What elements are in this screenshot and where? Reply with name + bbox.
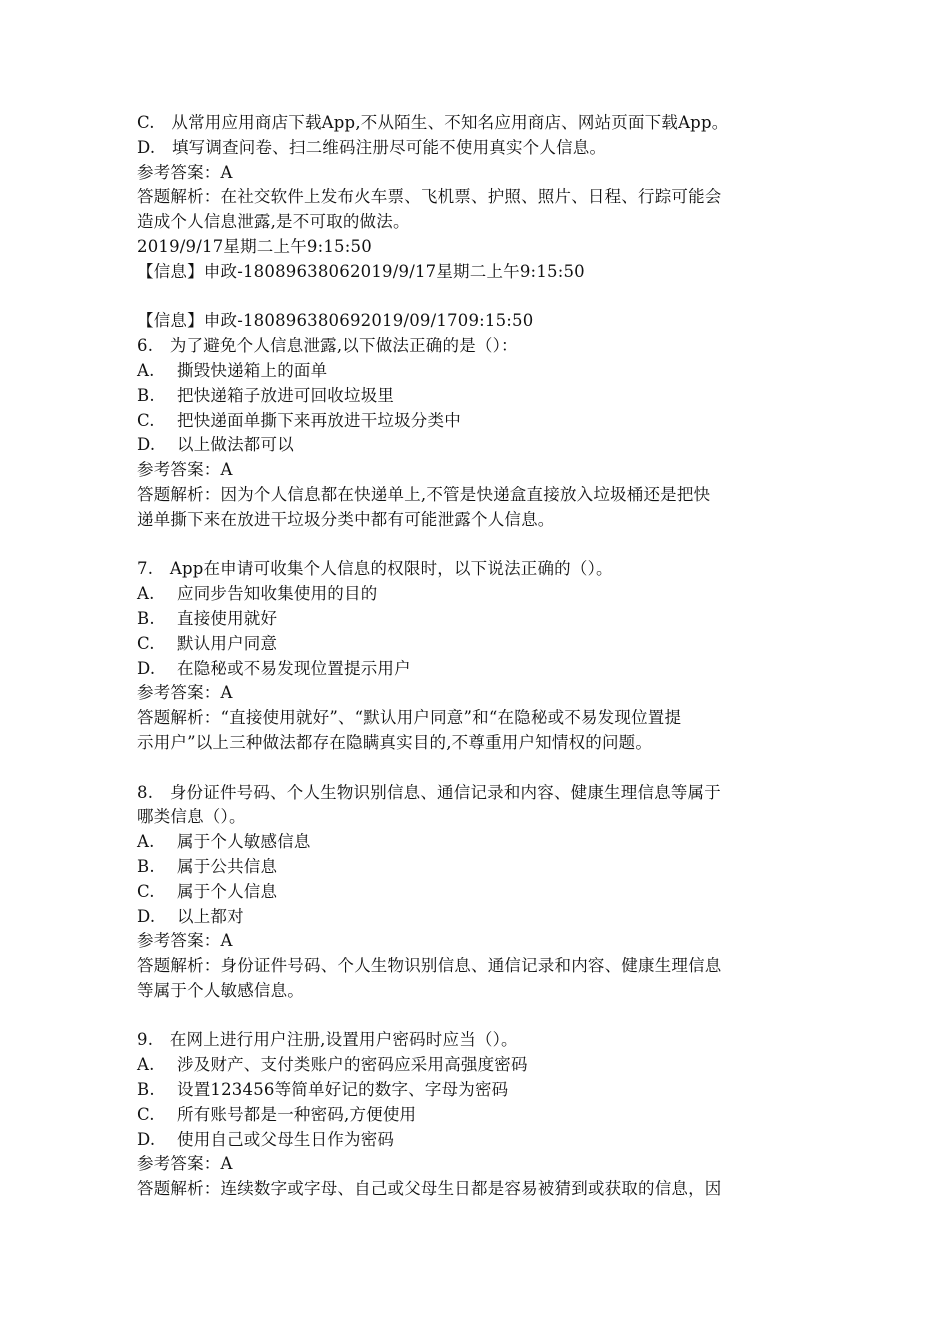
option-text: 使用自己或父母生日作为密码 (177, 1129, 395, 1149)
option-c-q7 (137, 632, 817, 657)
option-key: C. (137, 633, 155, 653)
answer-q6: 参考答案：A (137, 460, 233, 480)
option-c-q9 (137, 1103, 817, 1128)
explanation-q9-line1: 答题解析：连续数字或字母、自己或父母生日都是容易被猜到或获取的信息，因 (137, 1179, 722, 1199)
option-text: 把快递箱子放进可回收垃圾里 (177, 385, 395, 405)
explanation-q5-line2: 造成个人信息泄露,是不可取的做法。 (137, 212, 410, 232)
explanation-q7-line1: 答题解析：“直接使用就好”、“默认用户同意”和“在隐秘或不易发现位置提 (137, 708, 682, 728)
option-key: B. (137, 856, 155, 876)
option-a-q6 (137, 359, 817, 384)
option-c-q6 (137, 409, 817, 434)
message-header-2: 【信息】申政-180896380692019/09/1709:15:50 (137, 311, 534, 331)
blank-line (137, 285, 817, 310)
option-text: 涉及财产、支付类账户的密码应采用高强度密码 (177, 1055, 528, 1075)
option-text: 默认用户同意 (177, 633, 278, 653)
message-header-1: 【信息】申政-18089638062019/9/17星期二上午9:15:50 (137, 261, 585, 281)
blank-line (137, 533, 817, 558)
option-key: C. (137, 410, 155, 430)
option-text: 把快递面单撕下来再放进干垃圾分类中 (177, 410, 461, 430)
option-text: 撕毁快递箱上的面单 (177, 360, 328, 380)
option-a-q8 (137, 830, 817, 855)
option-a-q7 (137, 582, 817, 607)
blank-line (137, 1004, 817, 1029)
option-text: 属于公共信息 (177, 856, 278, 876)
option-c-q5: C. 从常用应用商店下载App,不从陌生、不知名应用商店、网站页面下载App。 (137, 113, 729, 132)
option-text: 应同步告知收集使用的目的 (177, 584, 378, 604)
option-text: 在隐秘或不易发现位置提示用户 (177, 658, 411, 678)
option-key: D. (137, 1129, 156, 1149)
option-b-q8 (137, 855, 817, 880)
answer-q9: 参考答案：A (137, 1154, 233, 1174)
explanation-q7-line2: 示用户”以上三种做法都存在隐瞒真实目的,不尊重用户知情权的问题。 (137, 732, 653, 752)
question-6: 6. 为了避免个人信息泄露,以下做法正确的是（）： (137, 336, 518, 356)
option-b-q6 (137, 384, 817, 409)
explanation-q8-line2: 等属于个人敏感信息。 (137, 980, 304, 1000)
option-text: 以上都对 (177, 906, 244, 926)
option-text: 属于个人敏感信息 (177, 832, 311, 852)
question-8-line2: 哪类信息（）。 (137, 807, 246, 827)
option-key: C. (137, 1104, 155, 1124)
option-d-q8 (137, 905, 817, 930)
timestamp-line: 2019/9/17星期二上午9:15:50 (137, 236, 372, 256)
option-b-q9 (137, 1078, 817, 1103)
option-key: A. (137, 360, 155, 380)
option-text: 所有账号都是一种密码,方便使用 (177, 1104, 417, 1124)
option-d-q5: D. 填写调查问卷、扫二维码注册尽可能不使用真实个人信息。 (137, 137, 607, 157)
option-key: A. (137, 584, 155, 604)
option-key: D. (137, 906, 156, 926)
option-key: B. (137, 1080, 155, 1100)
explanation-q6-line2: 递单撕下来在放进干垃圾分类中都有可能泄露个人信息。 (137, 509, 555, 529)
option-key: A. (137, 1055, 155, 1075)
option-key: D. (137, 435, 156, 455)
question-9: 9. 在网上进行用户注册,设置用户密码时应当（）。 (137, 1030, 518, 1050)
option-key: B. (137, 385, 155, 405)
option-d-q6 (137, 433, 817, 458)
question-8-line1: 8. 身份证件号码、个人生物识别信息、通信记录和内容、健康生理信息等属于 (137, 782, 721, 802)
option-a-q9 (137, 1053, 817, 1078)
question-7: 7. App在申请可收集个人信息的权限时，以下说法正确的（）。 (137, 559, 613, 579)
answer-q7: 参考答案：A (137, 683, 233, 703)
option-key: C. (137, 881, 155, 901)
blank-line (137, 756, 817, 781)
option-text: 以上做法都可以 (177, 435, 294, 455)
document-page (137, 111, 817, 1202)
option-d-q7 (137, 657, 817, 682)
option-text: 直接使用就好 (177, 608, 278, 628)
option-key: B. (137, 608, 155, 628)
option-text: 设置123456等简单好记的数字、字母为密码 (177, 1080, 509, 1100)
answer-q8: 参考答案：A (137, 931, 233, 951)
answer-q5: 参考答案：A (137, 162, 233, 182)
explanation-q6-line1: 答题解析：因为个人信息都在快递单上,不管是快递盒直接放入垃圾桶还是把快 (137, 484, 711, 504)
option-b-q7 (137, 607, 817, 632)
option-text: 属于个人信息 (177, 881, 278, 901)
explanation-q5-line1: 答题解析：在社交软件上发布火车票、飞机票、护照、照片、日程、行踪可能会 (137, 187, 722, 207)
option-key: D. (137, 658, 156, 678)
option-key: A. (137, 832, 155, 852)
explanation-q8-line1: 答题解析：身份证件号码、个人生物识别信息、通信记录和内容、健康生理信息 (137, 956, 722, 976)
option-c-q8 (137, 880, 817, 905)
option-d-q9 (137, 1128, 817, 1153)
